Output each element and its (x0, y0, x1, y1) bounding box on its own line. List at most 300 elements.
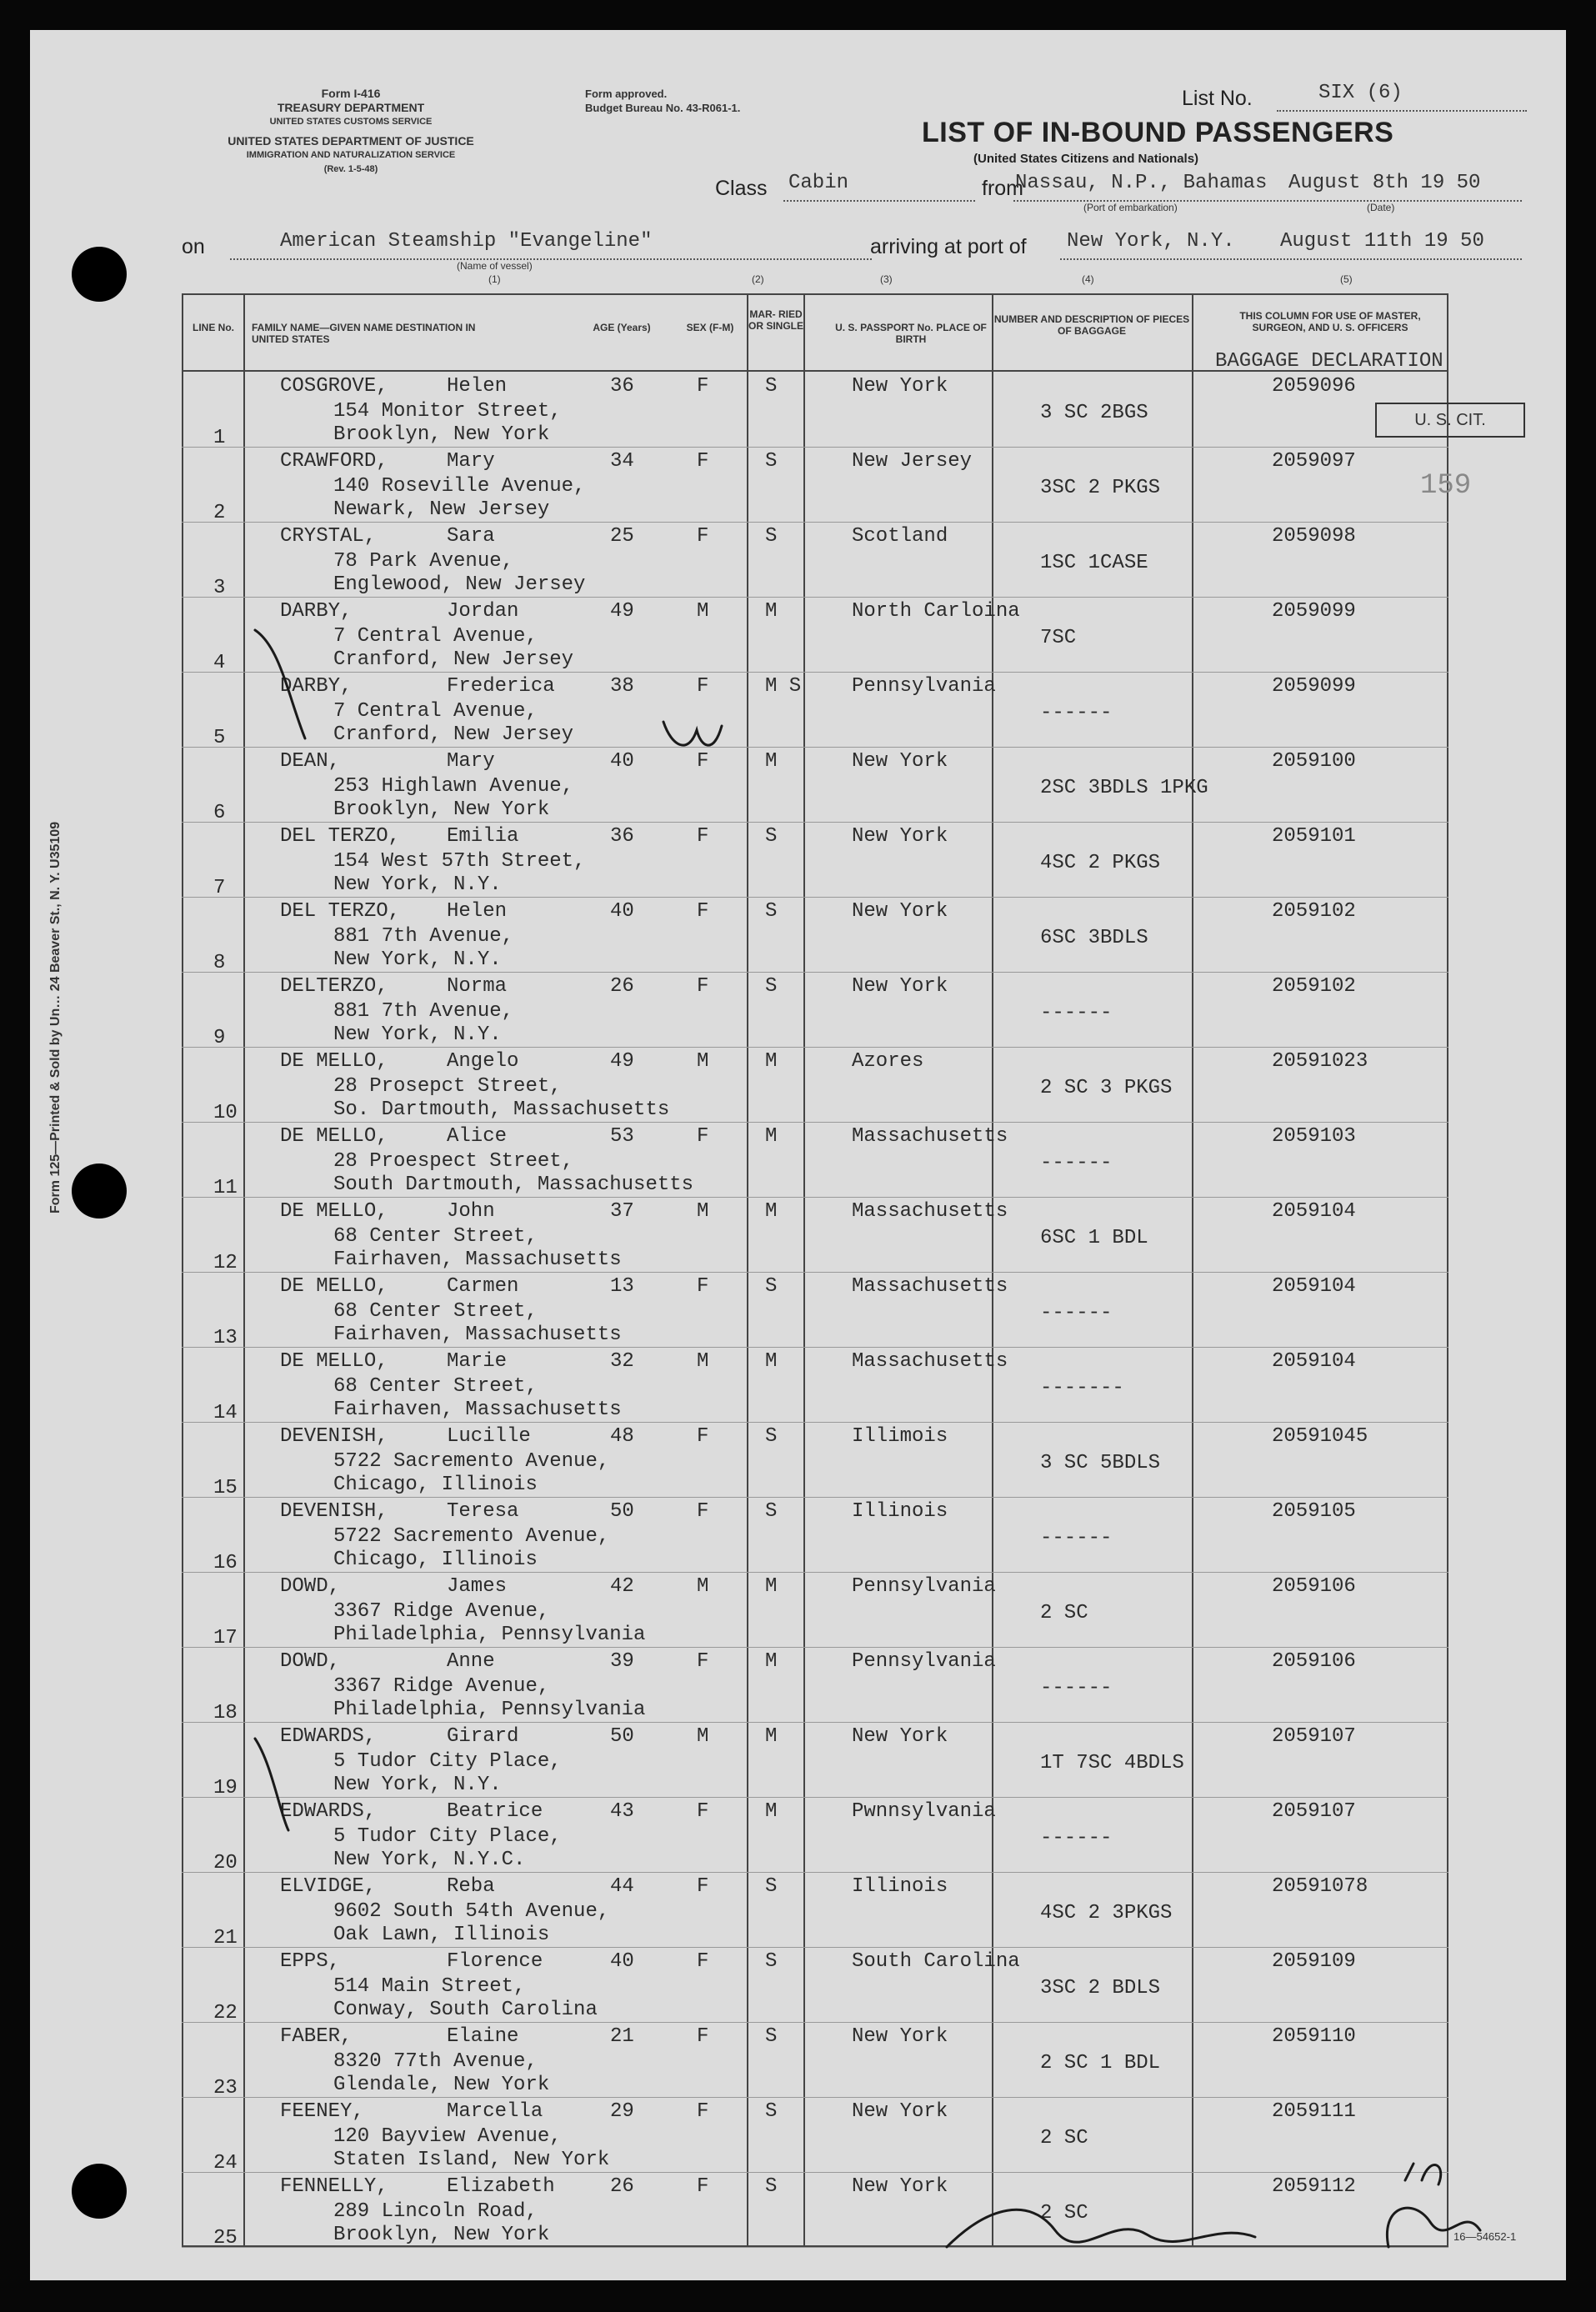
given-name: Lucille (447, 1425, 531, 1448)
declaration-number: 2059112 (1272, 2175, 1356, 2198)
family-name: COSGROVE, (280, 375, 388, 398)
address-city: So. Dartmouth, Massachusetts (333, 1098, 670, 1121)
sex: F (697, 1425, 709, 1448)
given-name: Sara (447, 525, 495, 548)
marital-status: S (765, 375, 778, 398)
line-number: 5 (213, 727, 226, 749)
col-header-married: MAR- RIED OR SINGLE (748, 308, 804, 332)
line-number: 4 (213, 652, 226, 674)
sex: F (697, 750, 709, 773)
address-city: Brooklyn, New York (333, 423, 550, 446)
line-number: 9 (213, 1027, 226, 1049)
age: 50 (610, 1500, 634, 1523)
address-street: 154 Monitor Street, (333, 400, 562, 423)
declaration-number: 2059100 (1272, 750, 1356, 773)
family-name: DARBY, (280, 675, 353, 698)
manifest-page (30, 30, 1566, 2280)
declaration-number: 2059098 (1272, 525, 1356, 548)
marital-status: M (765, 600, 778, 623)
family-name: DE MELLO, (280, 1200, 388, 1223)
family-name: DARBY, (280, 600, 353, 623)
marital-status: M (765, 1125, 778, 1148)
address-street: 514 Main Street, (333, 1975, 526, 1998)
line-number: 10 (213, 1102, 238, 1124)
tick-mark (255, 1739, 288, 1830)
family-name: CRAWFORD, (280, 450, 388, 473)
family-name: DEL TERZO, (280, 900, 401, 923)
marital-status: S (765, 2025, 778, 2048)
port-note: (Port of embarkation) (1083, 202, 1178, 213)
place-of-birth: New York (852, 2100, 948, 2123)
address-street: 68 Center Street, (333, 1300, 538, 1323)
age: 48 (610, 1425, 634, 1448)
address-street: 120 Bayview Avenue, (333, 2125, 562, 2148)
address-street: 3367 Ridge Avenue, (333, 1675, 550, 1698)
vessel-name: American Steamship "Evangeline" (280, 230, 653, 253)
baggage: ------ (1040, 1152, 1113, 1174)
address-city: Fairhaven, Massachusetts (333, 1249, 622, 1271)
place-of-birth: South Carolina (852, 1950, 1020, 1973)
signature-mark (947, 2209, 1255, 2247)
declaration-number: 2059104 (1272, 1350, 1356, 1373)
handwritten-marks (30, 30, 1566, 2280)
line-number: 23 (213, 2077, 238, 2099)
from-value: Nassau, N.P., Bahamas (1015, 172, 1268, 194)
baggage: ------ (1040, 1677, 1113, 1699)
signature-mark (1405, 2164, 1441, 2184)
address-street: 28 Proespect Street, (333, 1150, 574, 1173)
declaration-number: 2059102 (1272, 975, 1356, 998)
declaration-number: 2059099 (1272, 675, 1356, 698)
sex: F (697, 675, 709, 698)
marital-status: S (765, 975, 778, 998)
form-number: Form I-416 (321, 87, 381, 100)
declaration-number: 2059110 (1272, 2025, 1356, 2048)
address-city: Chicago, Illinois (333, 1549, 538, 1571)
col-num-4: (4) (1082, 273, 1094, 285)
marital-status: S (765, 2175, 778, 2198)
age: 38 (610, 675, 634, 698)
line-number: 15 (213, 1477, 238, 1499)
line-number: 17 (213, 1627, 238, 1649)
sex: F (697, 900, 709, 923)
declaration-number: 2059106 (1272, 1575, 1356, 1598)
sex: M (697, 1725, 709, 1748)
line-number: 11 (213, 1177, 238, 1199)
dept-justice: UNITED STATES DEPARTMENT OF JUSTICE (228, 134, 474, 148)
declaration-number: 2059105 (1272, 1500, 1356, 1523)
address-city: Brooklyn, New York (333, 798, 550, 821)
family-name: DE MELLO, (280, 1050, 388, 1073)
marital-status: S (765, 2100, 778, 2123)
family-name: DE MELLO, (280, 1125, 388, 1148)
declaration-number: 2059102 (1272, 900, 1356, 923)
place-of-birth: North Carloina (852, 600, 1020, 623)
class-label: Class (715, 177, 768, 200)
declaration-number: 2059104 (1272, 1200, 1356, 1223)
address-city: New York, N.Y. (333, 873, 502, 896)
address-street: 68 Center Street, (333, 1375, 538, 1398)
family-name: DEVENISH, (280, 1500, 388, 1523)
marital-status: M (765, 1650, 778, 1673)
address-street: 3367 Ridge Avenue, (333, 1600, 550, 1623)
declaration-number: 2059111 (1272, 2100, 1356, 2123)
declaration-number: 2059106 (1272, 1650, 1356, 1673)
address-street: 7 Central Avenue, (333, 700, 538, 723)
family-name: ELVIDGE, (280, 1875, 377, 1898)
address-street: 5 Tudor City Place, (333, 1750, 562, 1773)
age: 29 (610, 2100, 634, 2123)
given-name: Carmen (447, 1275, 519, 1298)
date-note: (Date) (1367, 202, 1395, 213)
address-street: 9602 South 54th Avenue, (333, 1900, 610, 1923)
given-name: John (447, 1200, 495, 1223)
given-name: Norma (447, 975, 508, 998)
baggage: 2SC 3BDLS 1PKG (1040, 777, 1208, 799)
address-city: New York, N.Y. (333, 1023, 502, 1046)
address-city: Philadelphia, Pennsylvania (333, 1699, 646, 1721)
place-of-birth: New York (852, 900, 948, 923)
sex: F (697, 450, 709, 473)
address-city: South Dartmouth, Massachusetts (333, 1174, 694, 1196)
place-of-birth: Pennsylvania (852, 675, 996, 698)
marital-status: S (765, 1500, 778, 1523)
age: 36 (610, 825, 634, 848)
age: 13 (610, 1275, 634, 1298)
marital-status: M (765, 1725, 778, 1748)
baggage: ------- (1040, 1377, 1124, 1399)
baggage: ------ (1040, 1827, 1113, 1849)
address-street: 881 7th Avenue, (333, 925, 514, 948)
marital-status: S (765, 1275, 778, 1298)
given-name: Jordan (447, 600, 519, 623)
given-name: Marie (447, 1350, 508, 1373)
family-name: FENNELLY, (280, 2175, 388, 2198)
address-city: Fairhaven, Massachusetts (333, 1324, 622, 1346)
line-number: 22 (213, 2002, 238, 2024)
col-header-name: FAMILY NAME—GIVEN NAME DESTINATION IN UNITED STATES (252, 322, 476, 345)
declaration-number: 2059099 (1272, 600, 1356, 623)
age: 53 (610, 1125, 634, 1148)
marital-status: M (765, 750, 778, 773)
line-number: 13 (213, 1327, 238, 1349)
age: 26 (610, 975, 634, 998)
baggage: 3 SC 2BGS (1040, 402, 1148, 424)
baggage-declaration-title: BAGGAGE DECLARATION (1215, 350, 1443, 373)
departure-date: August 8th 19 50 (1288, 172, 1481, 194)
declaration-number: 2059104 (1272, 1275, 1356, 1298)
place-of-birth: Illimois (852, 1425, 948, 1448)
col-header-age: AGE (Years) (593, 322, 651, 333)
sex: F (697, 1950, 709, 1973)
line-number: 20 (213, 1852, 238, 1874)
sex: M (697, 600, 709, 623)
col-num-1: (1) (488, 273, 501, 285)
dept-customs: UNITED STATES CUSTOMS SERVICE (269, 117, 433, 127)
line-number: 2 (213, 502, 226, 524)
baggage: 2 SC (1040, 2202, 1088, 2224)
age: 40 (610, 1950, 634, 1973)
baggage: 3SC 2 PKGS (1040, 477, 1161, 499)
sex: F (697, 2025, 709, 2048)
address-city: Newark, New Jersey (333, 498, 550, 521)
sex: M (697, 1350, 709, 1373)
family-name: DE MELLO, (280, 1275, 388, 1298)
line-number: 14 (213, 1402, 238, 1424)
printer-note: Form 125—Printed & Sold by Un… 24 Beaver St., N. Y. U35109 (48, 821, 63, 1214)
footer-code: 16—54652-1 (1453, 2230, 1517, 2243)
given-name: Emilia (447, 825, 519, 848)
address-street: 7 Central Avenue, (333, 625, 538, 648)
sex: F (697, 2175, 709, 2198)
line-number: 18 (213, 1702, 238, 1724)
place-of-birth: Illinois (852, 1500, 948, 1523)
given-name: Anne (447, 1650, 495, 1673)
sex: F (697, 1275, 709, 1298)
place-of-birth: New York (852, 975, 948, 998)
family-name: DELTERZO, (280, 975, 388, 998)
baggage: 6SC 1 BDL (1040, 1227, 1148, 1249)
baggage: 2 SC (1040, 2127, 1088, 2149)
given-name: Angelo (447, 1050, 519, 1073)
budget-bureau: Budget Bureau No. 43-R061-1. (585, 102, 741, 114)
age: 42 (610, 1575, 634, 1598)
declaration-number: 2059107 (1272, 1725, 1356, 1748)
age: 44 (610, 1875, 634, 1898)
address-city: New York, N.Y. (333, 948, 502, 971)
col-header-line: LINE No. (193, 322, 234, 333)
address-street: 78 Park Avenue, (333, 550, 514, 573)
sex: M (697, 1050, 709, 1073)
marital-status: S (765, 1875, 778, 1898)
declaration-number: 2059096 (1272, 375, 1356, 398)
age: 32 (610, 1350, 634, 1373)
declaration-number: 2059103 (1272, 1125, 1356, 1148)
declaration-number: 20591045 (1272, 1425, 1368, 1448)
address-city: Brooklyn, New York (333, 2224, 550, 2246)
sex: F (697, 825, 709, 848)
given-name: Reba (447, 1875, 495, 1898)
address-street: 5 Tudor City Place, (333, 1825, 562, 1848)
age: 40 (610, 900, 634, 923)
place-of-birth: Massachusetts (852, 1200, 1008, 1223)
col-num-3: (3) (880, 273, 893, 285)
sex: F (697, 975, 709, 998)
dept-treasury: TREASURY DEPARTMENT (277, 101, 425, 114)
arrival-date: August 11th 19 50 (1280, 230, 1484, 253)
family-name: DOWD, (280, 1650, 341, 1673)
marital-status: M (765, 1800, 778, 1823)
place-of-birth: Scotland (852, 525, 948, 548)
place-of-birth: New Jersey (852, 450, 973, 473)
sex: F (697, 1125, 709, 1148)
place-of-birth: Massachusetts (852, 1350, 1008, 1373)
place-of-birth: New York (852, 1725, 948, 1748)
baggage: 7SC (1040, 627, 1077, 649)
age: 34 (610, 450, 634, 473)
given-name: Mary (447, 450, 495, 473)
handwritten-w (663, 722, 722, 745)
sex: F (697, 375, 709, 398)
line-number: 1 (213, 427, 226, 449)
given-name: Beatrice (447, 1800, 543, 1823)
address-city: Cranford, New Jersey (333, 648, 574, 671)
address-street: 8320 77th Avenue, (333, 2050, 538, 2073)
age: 25 (610, 525, 634, 548)
arrival-port: New York, N.Y. (1067, 230, 1235, 253)
place-of-birth: Azores (852, 1050, 924, 1073)
place-of-birth: New York (852, 2025, 948, 2048)
approved-text: Form approved. (585, 88, 668, 100)
page-subtitle: (United States Citizens and Nationals) (973, 152, 1199, 166)
age: 37 (610, 1200, 634, 1223)
form-revision: (Rev. 1-5-48) (323, 164, 378, 174)
address-street: 28 Prosepct Street, (333, 1075, 562, 1098)
baggage: ------ (1040, 1527, 1113, 1549)
col-num-5: (5) (1340, 273, 1353, 285)
tick-mark (255, 630, 305, 738)
address-city: Glendale, New York (333, 2074, 550, 2096)
place-of-birth: New York (852, 2175, 948, 2198)
line-number: 21 (213, 1927, 238, 1949)
marital-status: S (765, 1950, 778, 1973)
family-name: DEVENISH, (280, 1425, 388, 1448)
address-city: Philadelphia, Pennsylvania (333, 1624, 646, 1646)
address-city: Oak Lawn, Illinois (333, 1924, 550, 1946)
marital-status: S (765, 900, 778, 923)
col-header-officers: THIS COLUMN FOR USE OF MASTER, SURGEON, AND U. S. OFFICERS (1239, 310, 1421, 333)
address-street: 68 Center Street, (333, 1225, 538, 1248)
baggage: 1T 7SC 4BDLS (1040, 1752, 1184, 1774)
address-city: Staten Island, New York (333, 2149, 610, 2171)
declaration-number: 20591023 (1272, 1050, 1368, 1073)
given-name: Alice (447, 1125, 508, 1148)
address-city: Fairhaven, Massachusetts (333, 1399, 622, 1421)
address-city: Chicago, Illinois (333, 1474, 538, 1496)
line-number: 3 (213, 577, 226, 599)
place-of-birth: New York (852, 375, 948, 398)
family-name: DOWD, (280, 1575, 341, 1598)
baggage: 6SC 3BDLS (1040, 927, 1148, 949)
family-name: EDWARDS, (280, 1725, 377, 1748)
sex: F (697, 1650, 709, 1673)
address-city: New York, N.Y. (333, 1774, 502, 1796)
baggage: 3 SC 5BDLS (1040, 1452, 1161, 1474)
place-of-birth: Pwnnsylvania (852, 1800, 996, 1823)
col-header-baggage: NUMBER AND DESCRIPTION OF PIECES OF BAGGAGE (993, 313, 1190, 337)
sex: F (697, 2100, 709, 2123)
marital-status: M S (765, 675, 802, 698)
baggage: ------ (1040, 702, 1113, 724)
col-header-passport: U. S. PASSPORT No. PLACE OF BIRTH (835, 322, 987, 345)
address-city: Conway, South Carolina (333, 1999, 598, 2021)
vessel-note: (Name of vessel) (457, 260, 533, 272)
col-num-2: (2) (752, 273, 764, 285)
age: 26 (610, 2175, 634, 2198)
marital-status: M (765, 1575, 778, 1598)
age: 49 (610, 1050, 634, 1073)
sex: F (697, 1875, 709, 1898)
address-street: 154 West 57th Street, (333, 850, 586, 873)
given-name: Frederica (447, 675, 555, 698)
list-no-value: SIX (6) (1318, 82, 1403, 104)
page-title: LIST OF IN-BOUND PASSENGERS (922, 117, 1394, 148)
place-of-birth: Massachusetts (852, 1125, 1008, 1148)
baggage: ------ (1040, 1002, 1113, 1024)
family-name: EDWARDS, (280, 1800, 377, 1823)
line-number: 19 (213, 1777, 238, 1799)
place-of-birth: New York (852, 750, 948, 773)
address-city: New York, N.Y.C. (333, 1849, 526, 1871)
age: 40 (610, 750, 634, 773)
dept-ins: IMMIGRATION AND NATURALIZATION SERVICE (246, 150, 456, 160)
baggage: 2 SC 1 BDL (1040, 2052, 1161, 2074)
marital-status: S (765, 1425, 778, 1448)
family-name: FABER, (280, 2025, 353, 2048)
age: 21 (610, 2025, 634, 2048)
page-number-stamp: 159 (1420, 470, 1472, 502)
sex: M (697, 1575, 709, 1598)
given-name: Helen (447, 375, 508, 398)
given-name: Elizabeth (447, 2175, 555, 2198)
baggage: 2 SC (1040, 1602, 1088, 1624)
baggage: 4SC 2 PKGS (1040, 852, 1161, 874)
line-number: 8 (213, 952, 226, 974)
given-name: Florence (447, 1950, 543, 1973)
given-name: Teresa (447, 1500, 519, 1523)
marital-status: S (765, 450, 778, 473)
given-name: Helen (447, 900, 508, 923)
family-name: DEAN, (280, 750, 341, 773)
line-number: 7 (213, 877, 226, 899)
place-of-birth: Pennsylvania (852, 1650, 996, 1673)
line-number: 24 (213, 2152, 238, 2174)
line-number: 16 (213, 1552, 238, 1574)
given-name: Marcella (447, 2100, 543, 2123)
marital-status: M (765, 1200, 778, 1223)
baggage: 3SC 2 BDLS (1040, 1977, 1161, 1999)
line-number: 25 (213, 2227, 238, 2249)
declaration-number: 2059097 (1272, 450, 1356, 473)
from-label: from (982, 177, 1023, 200)
address-city: Englewood, New Jersey (333, 573, 586, 596)
col-header-sex: SEX (F-M) (686, 322, 734, 333)
sex: F (697, 1800, 709, 1823)
age: 39 (610, 1650, 634, 1673)
address-street: 253 Highlawn Avenue, (333, 775, 574, 798)
age: 49 (610, 600, 634, 623)
address-street: 140 Roseville Avenue, (333, 475, 586, 498)
baggage: 2 SC 3 PKGS (1040, 1077, 1173, 1099)
sex: M (697, 1200, 709, 1223)
family-name: EPPS, (280, 1950, 341, 1973)
marital-status: S (765, 525, 778, 548)
line-number: 6 (213, 802, 226, 824)
marital-status: M (765, 1350, 778, 1373)
baggage: 1SC 1CASE (1040, 552, 1148, 574)
declaration-number: 20591078 (1272, 1875, 1368, 1898)
family-name: DEL TERZO, (280, 825, 401, 848)
declaration-number: 2059109 (1272, 1950, 1356, 1973)
declaration-number: 2059101 (1272, 825, 1356, 848)
family-name: CRYSTAL, (280, 525, 377, 548)
list-no-label: List No. (1182, 87, 1253, 110)
declaration-number: 2059107 (1272, 1800, 1356, 1823)
family-name: FEENEY, (280, 2100, 364, 2123)
place-of-birth: Massachusetts (852, 1275, 1008, 1298)
place-of-birth: Illinois (852, 1875, 948, 1898)
given-name: Girard (447, 1725, 519, 1748)
